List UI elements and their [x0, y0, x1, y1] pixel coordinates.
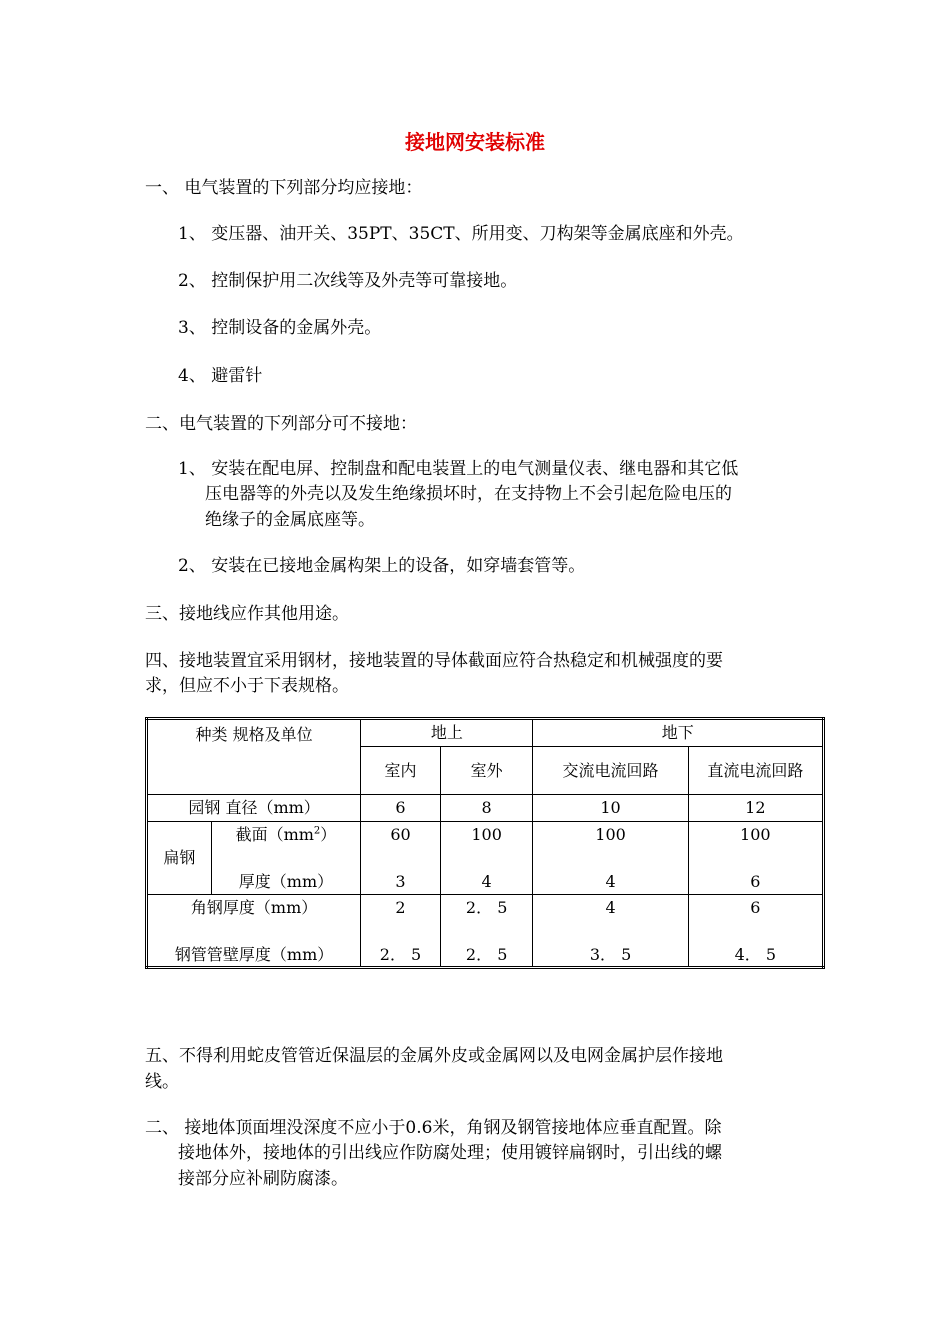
section-5-line-1: 五、不得利用蛇皮管管近保温层的金属外皮或金属网以及电网金属护层作接地 — [145, 1046, 723, 1066]
section-2-item-2: 2、 安装在已接地金属构架上的设备，如穿墙套管等。 — [178, 556, 586, 576]
steel-spec-table — [145, 717, 825, 969]
angle-steel-label: 角钢厚度（mm） — [190, 898, 318, 917]
table-cell: 60 3 — [361, 822, 441, 895]
header-dc-circuit: 直流电流回路 — [688, 747, 823, 795]
section-1-item-4: 4、 避雷针 — [178, 366, 263, 386]
header-ac-circuit: 交流电流回路 — [533, 747, 688, 795]
steel-pipe-label: 钢管管壁厚度（mm） — [174, 945, 334, 964]
section-6-line-1: 二、 接地体顶面埋没深度不应小于0.6米，角钢及钢管接地体应垂直配置。除 — [145, 1118, 722, 1138]
table-cell: 10 — [533, 795, 688, 822]
header-above-ground: 地上 — [361, 719, 533, 747]
table-cell: 6 — [361, 795, 441, 822]
page-title: 接地网安装标准 — [405, 130, 545, 154]
section-6-line-2: 接地体外，接地体的引出线应作防腐处理；使用镀锌扁钢时，引出线的螺 — [178, 1143, 722, 1163]
section-area-label: 截面$(mm^2)$ — [235, 825, 337, 844]
table-cell: 8 — [440, 795, 533, 822]
section-2-item-1-line-2: 压电器等的外壳以及发生绝缘损坏时，在支持物上不会引起危险电压的 — [205, 484, 732, 504]
header-indoor: 室内 — [361, 747, 441, 795]
table-cell: 100 4 — [533, 822, 688, 895]
table-cell: 2． 5 2． 5 — [440, 895, 533, 968]
angle-pipe-labels — [147, 895, 361, 968]
header-below-ground: 地下 — [533, 719, 824, 747]
table-cell: 100 6 — [688, 822, 823, 895]
thickness-label: 厚度（mm） — [238, 872, 334, 891]
section-1-heading: 一、 电气装置的下列部分均应接地： — [145, 178, 423, 198]
flat-steel-sub-labels — [211, 822, 360, 895]
header-type-spec: 种类 规格及单位 — [147, 719, 361, 795]
section-1-item-1: 1、 变压器、油开关、35PT、35CT、所用变、刀构架等金属底座和外壳。 — [178, 224, 744, 244]
section-2-item-1-line-1: 1、 安装在配电屏、控制盘和配电装置上的电气测量仪表、继电器和其它低 — [178, 459, 739, 479]
table-cell: 12 — [688, 795, 823, 822]
section-3-heading: 三、接地线应作其他用途。 — [145, 604, 349, 624]
round-steel-label: 园钢 直径（mm） — [147, 795, 361, 822]
header-outdoor: 室外 — [440, 747, 533, 795]
section-5-line-2: 线。 — [145, 1072, 179, 1092]
flat-steel-label: 扁钢 — [147, 822, 212, 895]
section-4-line-1: 四、接地装置宜采用钢材，接地装置的导体截面应符合热稳定和机械强度的要 — [145, 651, 723, 671]
table-cell: 4 3． 5 — [533, 895, 688, 968]
section-1-item-2: 2、 控制保护用二次线等及外壳等可靠接地。 — [178, 271, 518, 291]
section-2-item-1-line-3: 绝缘子的金属底座等。 — [205, 510, 375, 530]
section-6-line-3: 接部分应补刷防腐漆。 — [178, 1169, 348, 1189]
section-1-item-3: 3、 控制设备的金属外壳。 — [178, 318, 382, 338]
section-2-heading: 二、电气装置的下列部分可不接地： — [145, 414, 417, 434]
table-cell: 100 4 — [440, 822, 533, 895]
section-4-line-2: 求，但应不小于下表规格。 — [145, 676, 349, 696]
table-cell: 6 4． 5 — [688, 895, 823, 968]
table-cell: 2 2． 5 — [361, 895, 441, 968]
